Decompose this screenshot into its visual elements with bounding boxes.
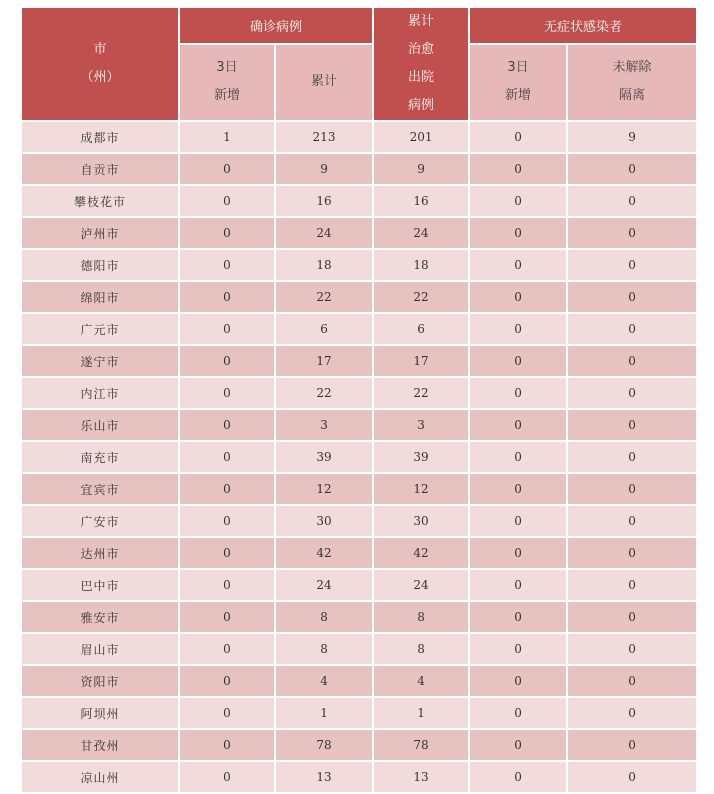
city-cell: 宜宾市 (21, 473, 179, 505)
asym-isolated-cell: 0 (567, 249, 697, 281)
asym-new-cell: 0 (469, 729, 567, 761)
confirmed-total-cell: 42 (275, 537, 373, 569)
table-row (21, 249, 697, 281)
table-body (21, 121, 697, 793)
table-row (21, 601, 697, 633)
confirmed-total-cell: 22 (275, 281, 373, 313)
confirmed-new-cell: 0 (179, 665, 275, 697)
recovered-cell: 6 (373, 313, 469, 345)
recovered-cell: 17 (373, 345, 469, 377)
asym-new-cell: 0 (469, 217, 567, 249)
table-row (21, 377, 697, 409)
asym-isolated-cell: 9 (567, 121, 697, 153)
asym-new-header-line: 3日 (507, 60, 529, 76)
asym-isolated-cell: 0 (567, 537, 697, 569)
asym-isolated-cell: 0 (567, 633, 697, 665)
city-cell: 攀枝花市 (21, 185, 179, 217)
recovered-cell: 13 (373, 761, 469, 793)
confirmed-total-cell: 78 (275, 729, 373, 761)
table-row (21, 537, 697, 569)
confirmed-total-cell: 16 (275, 185, 373, 217)
confirmed-total-cell: 18 (275, 249, 373, 281)
table-row (21, 441, 697, 473)
asym-isolated-cell: 0 (567, 313, 697, 345)
asym-new-cell: 0 (469, 505, 567, 537)
asym-new-cell: 0 (469, 249, 567, 281)
confirmed-new-cell: 0 (179, 761, 275, 793)
asym-isolated-cell: 0 (567, 377, 697, 409)
city-cell: 雅安市 (21, 601, 179, 633)
table-row (21, 569, 697, 601)
asym-unreleased-header (567, 44, 697, 121)
asym-isolated-cell: 0 (567, 473, 697, 505)
asym-new-cell: 0 (469, 761, 567, 793)
recovered-cell: 22 (373, 281, 469, 313)
recovered-header-line: 累计 (408, 14, 435, 29)
confirmed-new-cell: 0 (179, 313, 275, 345)
city-header-label: 市 (93, 42, 107, 57)
city-cell: 遂宁市 (21, 345, 179, 377)
asym-isolated-cell: 0 (567, 281, 697, 313)
recovered-cell: 42 (373, 537, 469, 569)
confirmed-total-cell: 213 (275, 121, 373, 153)
confirmed-total-cell: 3 (275, 409, 373, 441)
confirmed-new-cell: 0 (179, 345, 275, 377)
confirmed-new-cell: 0 (179, 249, 275, 281)
recovered-cell: 3 (373, 409, 469, 441)
table-row (21, 217, 697, 249)
asym-new-cell: 0 (469, 153, 567, 185)
city-cell: 凉山州 (21, 761, 179, 793)
confirmed-new-cell: 0 (179, 505, 275, 537)
confirmed-total-cell: 24 (275, 217, 373, 249)
asym-isolated-cell: 0 (567, 441, 697, 473)
confirmed-total-cell: 22 (275, 377, 373, 409)
asym-new-cell: 0 (469, 441, 567, 473)
confirmed-new-cell: 0 (179, 217, 275, 249)
table-row (21, 345, 697, 377)
asym-new-cell: 0 (469, 121, 567, 153)
asym-isolated-cell: 0 (567, 665, 697, 697)
confirmed-new-cell: 0 (179, 537, 275, 569)
confirmed-new-cell: 0 (179, 569, 275, 601)
city-cell: 南充市 (21, 441, 179, 473)
table-row (21, 473, 697, 505)
recovered-cell: 24 (373, 569, 469, 601)
table-row (21, 633, 697, 665)
city-cell: 内江市 (21, 377, 179, 409)
asym-unreleased-header-line: 未解除 (612, 60, 652, 76)
table-row (21, 665, 697, 697)
city-cell: 自贡市 (21, 153, 179, 185)
city-column-header (21, 7, 179, 121)
confirmed-total-cell: 1 (275, 697, 373, 729)
asym-new-cell: 0 (469, 633, 567, 665)
confirmed-total-cell: 9 (275, 153, 373, 185)
covid-table-container (20, 6, 696, 794)
confirmed-total-cell: 39 (275, 441, 373, 473)
confirmed-total-cell: 24 (275, 569, 373, 601)
recovered-cell: 24 (373, 217, 469, 249)
city-cell: 广元市 (21, 313, 179, 345)
table-row (21, 313, 697, 345)
confirmed-new-cell: 0 (179, 377, 275, 409)
table-row (21, 697, 697, 729)
asym-isolated-cell: 0 (567, 345, 697, 377)
asym-new-cell: 0 (469, 665, 567, 697)
recovered-cell: 9 (373, 153, 469, 185)
confirmed-new-cell: 1 (179, 121, 275, 153)
confirmed-total-cell: 8 (275, 633, 373, 665)
confirmed-new-cell: 0 (179, 697, 275, 729)
city-cell: 绵阳市 (21, 281, 179, 313)
recovered-cell: 201 (373, 121, 469, 153)
confirmed-new-header (179, 44, 275, 121)
table-row (21, 153, 697, 185)
confirmed-new-cell: 0 (179, 633, 275, 665)
city-cell: 资阳市 (21, 665, 179, 697)
recovered-header-line: 出院 (408, 70, 435, 85)
table-row (21, 505, 697, 537)
asym-isolated-cell: 0 (567, 569, 697, 601)
asym-new-cell: 0 (469, 601, 567, 633)
recovered-column-header (373, 7, 469, 121)
recovered-cell: 39 (373, 441, 469, 473)
city-cell: 德阳市 (21, 249, 179, 281)
table-row (21, 409, 697, 441)
confirmed-total-cell: 8 (275, 601, 373, 633)
confirmed-total-cell: 17 (275, 345, 373, 377)
confirmed-new-cell: 0 (179, 473, 275, 505)
asym-new-header (469, 44, 567, 121)
recovered-cell: 18 (373, 249, 469, 281)
asym-isolated-cell: 0 (567, 601, 697, 633)
recovered-header-line: 治愈 (408, 42, 435, 57)
confirmed-new-cell: 0 (179, 281, 275, 313)
recovered-cell: 1 (373, 697, 469, 729)
city-cell: 阿坝州 (21, 697, 179, 729)
recovered-cell: 30 (373, 505, 469, 537)
confirmed-total-cell: 12 (275, 473, 373, 505)
city-cell: 甘孜州 (21, 729, 179, 761)
asym-isolated-cell: 0 (567, 153, 697, 185)
recovered-cell: 8 (373, 633, 469, 665)
confirmed-group-header: 确诊病例 (179, 7, 373, 44)
asym-new-cell: 0 (469, 537, 567, 569)
recovered-header-line: 病例 (408, 98, 435, 113)
confirmed-total-cell: 30 (275, 505, 373, 537)
recovered-cell: 12 (373, 473, 469, 505)
city-cell: 达州市 (21, 537, 179, 569)
table-row (21, 185, 697, 217)
recovered-cell: 78 (373, 729, 469, 761)
city-cell: 泸州市 (21, 217, 179, 249)
asym-new-cell: 0 (469, 185, 567, 217)
confirmed-new-cell: 0 (179, 441, 275, 473)
covid-data-table (20, 6, 698, 794)
asymptomatic-group-header: 无症状感染者 (469, 7, 697, 44)
asym-new-cell: 0 (469, 345, 567, 377)
confirmed-total-cell: 4 (275, 665, 373, 697)
asym-isolated-cell: 0 (567, 697, 697, 729)
confirmed-new-cell: 0 (179, 729, 275, 761)
confirmed-new-cell: 0 (179, 185, 275, 217)
table-row (21, 761, 697, 793)
asym-new-cell: 0 (469, 473, 567, 505)
asym-isolated-cell: 0 (567, 761, 697, 793)
asym-isolated-cell: 0 (567, 505, 697, 537)
asym-new-cell: 0 (469, 569, 567, 601)
table-row (21, 729, 697, 761)
city-cell: 巴中市 (21, 569, 179, 601)
asym-isolated-cell: 0 (567, 185, 697, 217)
asym-new-cell: 0 (469, 409, 567, 441)
table-row (21, 121, 697, 153)
confirmed-new-header-line: 新增 (213, 88, 240, 104)
table-row (21, 281, 697, 313)
asym-new-cell: 0 (469, 697, 567, 729)
asym-isolated-cell: 0 (567, 217, 697, 249)
city-cell: 成都市 (21, 121, 179, 153)
city-header-sublabel: （州） (80, 70, 120, 85)
confirmed-new-cell: 0 (179, 601, 275, 633)
recovered-cell: 4 (373, 665, 469, 697)
asym-new-cell: 0 (469, 377, 567, 409)
confirmed-new-header-line: 3日 (216, 60, 238, 76)
asym-new-header-line: 新增 (505, 88, 532, 104)
confirmed-new-cell: 0 (179, 153, 275, 185)
recovered-cell: 8 (373, 601, 469, 633)
confirmed-new-cell: 0 (179, 409, 275, 441)
recovered-cell: 16 (373, 185, 469, 217)
city-cell: 乐山市 (21, 409, 179, 441)
asym-unreleased-header-line: 隔离 (619, 88, 646, 104)
asym-new-cell: 0 (469, 313, 567, 345)
asym-new-cell: 0 (469, 281, 567, 313)
confirmed-total-cell: 6 (275, 313, 373, 345)
asym-isolated-cell: 0 (567, 409, 697, 441)
confirmed-total-header: 累计 (275, 44, 373, 121)
recovered-cell: 22 (373, 377, 469, 409)
confirmed-total-cell: 13 (275, 761, 373, 793)
city-cell: 眉山市 (21, 633, 179, 665)
city-cell: 广安市 (21, 505, 179, 537)
asym-isolated-cell: 0 (567, 729, 697, 761)
